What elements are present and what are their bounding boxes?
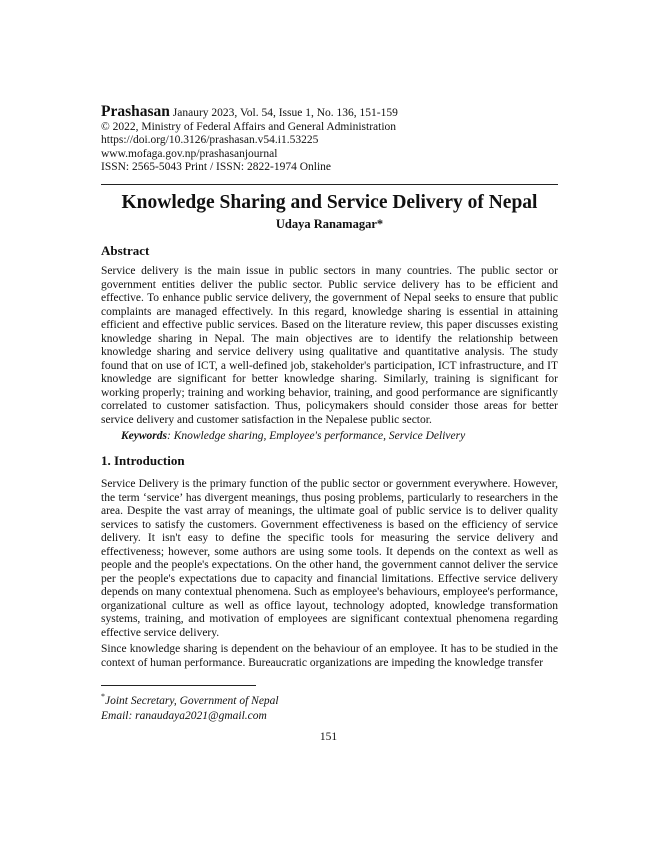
page-number: 151 (319, 731, 338, 743)
doi-link[interactable]: https://doi.org/10.3126/prashasan.v54.i1.53225 (101, 134, 319, 147)
footnote-email[interactable]: Email: ranaudaya2021@gmail.com (101, 710, 267, 722)
journal-citation-line (101, 105, 561, 121)
footnote-divider (101, 685, 256, 686)
article-title: Knowledge Sharing and Service Delivery of Nepal (121, 192, 538, 213)
introduction-paragraph-2: Since knowledge sharing is dependent on the behaviour of an employee. It has to be studied in the context of human performance. Bureaucratic organizations are impeding the knowledge transfer (101, 643, 558, 669)
journal-website-link[interactable]: www.mofaga.gov.np/prashasanjournal (101, 147, 278, 160)
keywords-line (121, 430, 465, 442)
journal-name: Prashasan (101, 103, 170, 120)
keywords-label: Keywords (121, 430, 167, 442)
author-name: Udaya Ranamagar* (275, 217, 384, 231)
footnote-affiliation-text: Joint Secretary, Government of Nepal (105, 694, 279, 707)
footnote-affiliation (101, 690, 279, 708)
header-divider (101, 184, 558, 185)
copyright-line: © 2022, Ministry of Federal Affairs and General Administration (101, 120, 397, 133)
introduction-heading: 1. Introduction (101, 453, 185, 468)
issn-line: ISSN: 2565-5043 Print / ISSN: 2822-1974 Online (101, 161, 332, 174)
footnote-mark: * (101, 692, 105, 701)
keywords-values: : Knowledge sharing, Employee's performance, Service Delivery (167, 430, 466, 442)
journal-header (101, 105, 561, 175)
abstract-heading: Abstract (101, 243, 150, 258)
issue-citation: Janaury 2023, Vol. 54, Issue 1, No. 136, 151-159 (172, 107, 398, 119)
introduction-paragraph-1: Service Delivery is the primary function of the public sector or government everywhere. However, the term ‘service’ has divergent meanings, thus posing problems, particularly to researchers in the area. Despite the vast array of meanings, the ultimate goal of public service is to deliver quality services to satisfy the customers. Government effectiveness is based on the efficiency of service delivery. It isn't easy to define the specific tools for measuring the service delivery and effectiveness; however, some authors are using some tools. It depends on the context as well as people and the people's expectations. On the other hand, the government cannot deliver the service per the people's expectations due to capacity and financial limitations. Effective service delivery depends on many contextual phenomena. Such as employee's behaviours, employee's performance, organizational culture as well as office layout, technology adopted, knowledge transformation systems, training, and motivation of employees are significant contextual phenomena regarding effective service delivery. (101, 478, 558, 640)
abstract-text: Service delivery is the main issue in public sectors in many countries. The public sector or government entities deliver the public sector. Public service delivery has to be efficient and effective. To enhance public service delivery, the government of Nepal seeks to ensure that public complaints are managed effectively. In this regard, knowledge sharing is essential in attaining efficient and effective public services. Based on the literature review, this paper discusses existing knowledge sharing in Nepal. The main objectives are to identify the relationship between knowledge sharing and service delivery using qualitative and quantitative analysis. The study found that on use of ICT, a well-defined job, stakeholder's participation, ICT infrastructure, and IT knowledge are significant for better knowledge sharing. Similarly, training is significant for working properly; training and working behavior, training, and good performance are significantly correlated to customer satisfaction. Thus, policymakers should consider those areas for better service delivery and customer satisfaction in the Nepalese public sector. (101, 265, 558, 427)
